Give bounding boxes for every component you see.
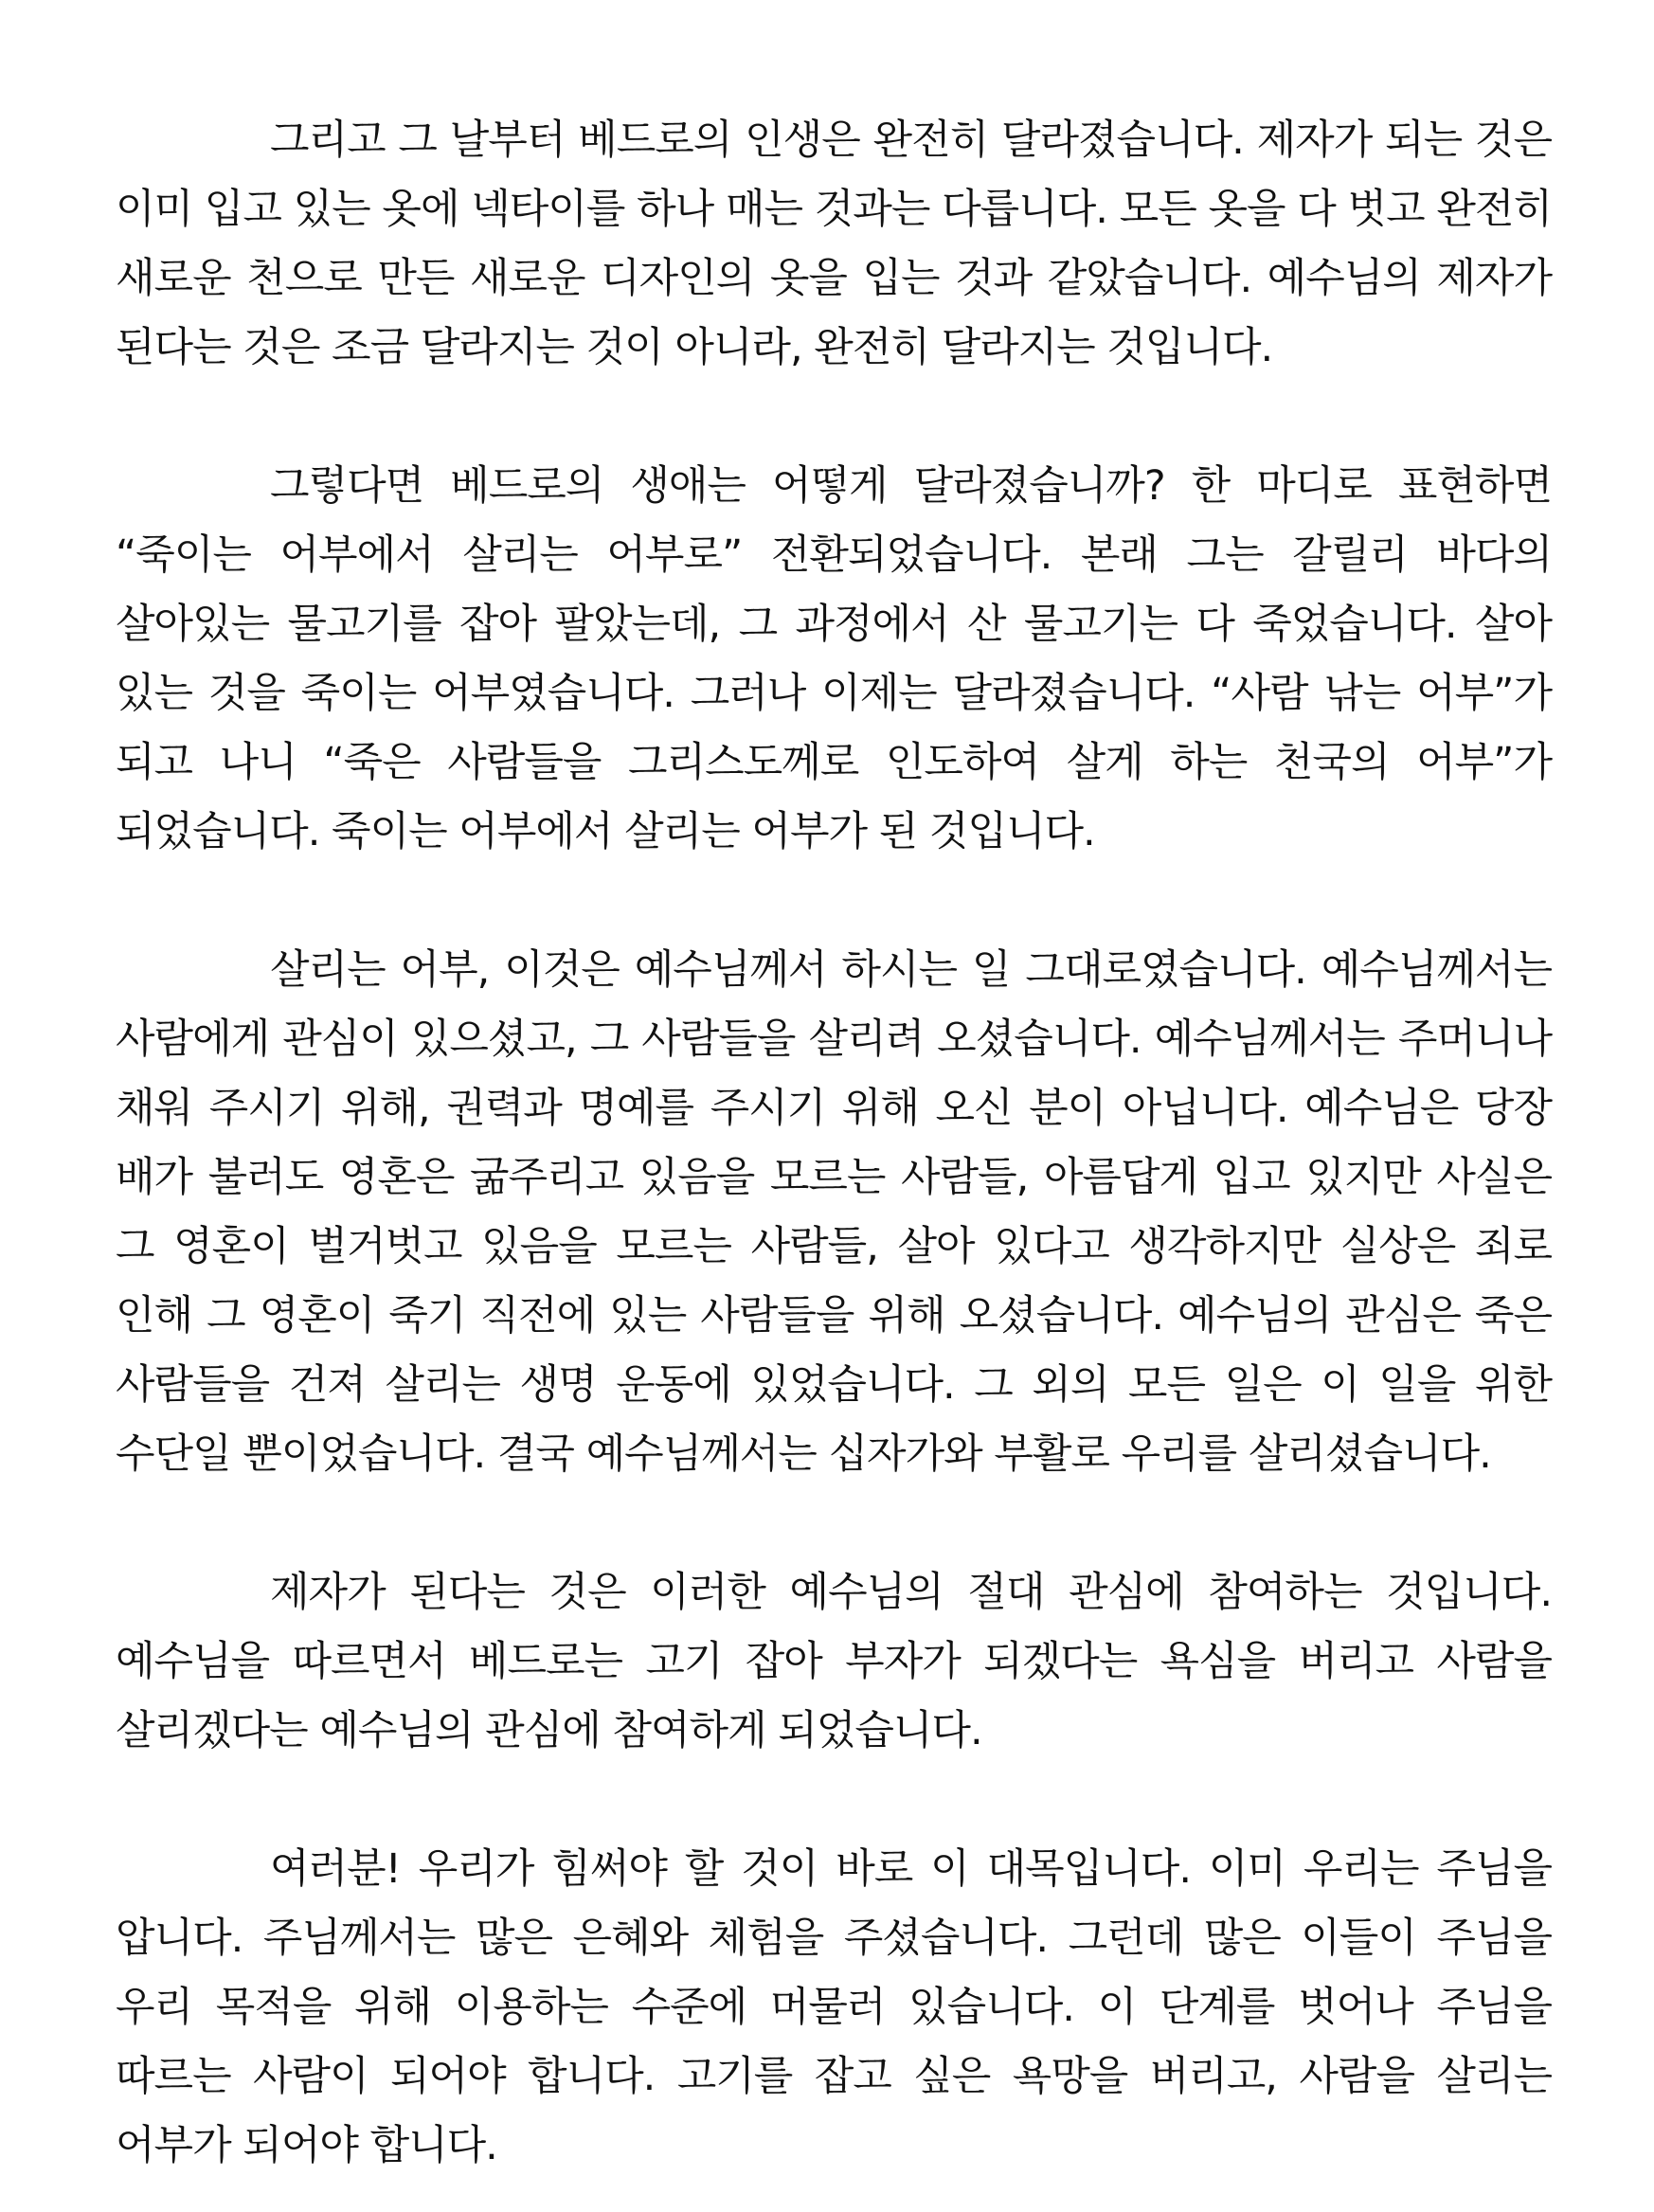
paragraph-1: 그리고 그 날부터 베드로의 인생은 완전히 달라졌습니다. 제자가 되는 것은 이미 입고 있는 옷에 넥타이를 하나 매는 것과는 다릅니다. 모든 옷을 다 벗고 완전히 새로운 천으로 만든 새로운 디자인의 옷을 입는 것과 같았습니다. 예수님의 제자가 된다는 것은 조금 달라지는 것이 아니라, 완전히 달라지는 것입니다. <box>116 117 1552 371</box>
paragraph-4: 제자가 된다는 것은 이러한 예수님의 절대 관심에 참여하는 것입니다. 예수님을 따르면서 베드로는 고기 잡아 부자가 되겠다는 욕심을 버리고 사람을 살리겠다는 예수님의 관심에 참여하게 되었습니다. <box>116 1569 1552 1754</box>
paragraph-2: 그렇다면 베드로의 생애는 어떻게 달라졌습니까? 한 마디로 표현하면 “죽이는 어부에서 살리는 어부로” 전환되었습니다. 본래 그는 갈릴리 바다의 살아있는 물고기를 잡아 팔았는데, 그 과정에서 산 물고기는 다 죽었습니다. 살아 있는 것을 죽이는 어부였습니다. 그러나 이제는 달라졌습니다. “사람 낚는 어부”가 되고 나니 “죽은 사람들을 그리스도께로 인도하여 살게 하는 천국의 어부”가 되었습니다. 죽이는 어부에서 살리는 어부가 된 것입니다. <box>116 462 1552 855</box>
paragraph-3: 살리는 어부, 이것은 예수님께서 하시는 일 그대로였습니다. 예수님께서는 사람에게 관심이 있으셨고, 그 사람들을 살리려 오셨습니다. 예수님께서는 주머니나 채워 주시기 위해, 권력과 명예를 주시기 위해 오신 분이 아닙니다. 예수님은 당장 배가 불러도 영혼은 굶주리고 있음을 모르는 사람들, 아름답게 입고 있지만 사실은 그 영혼이 벌거벗고 있음을 모르는 사람들, 살아 있다고 생각하지만 실상은 죄로 인해 그 영혼이 죽기 직전에 있는 사람들을 위해 오셨습니다. 예수님의 관심은 죽은 사람들을 건져 살리는 생명 운동에 있었습니다. 그 외의 모든 일은 이 일을 위한 수단일 뿐이었습니다. 결국 예수님께서는 십자가와 부활로 우리를 살리셨습니다. <box>116 946 1552 1478</box>
paragraph-5: 여러분! 우리가 힘써야 할 것이 바로 이 대목입니다. 이미 우리는 주님을 압니다. 주님께서는 많은 은혜와 체험을 주셨습니다. 그런데 많은 이들이 주님을 우리 목적을 위해 이용하는 수준에 머물러 있습니다. 이 단계를 벗어나 주님을 따르는 사람이 되어야 합니다. 고기를 잡고 싶은 욕망을 버리고, 사람을 살리는 어부가 되어야 합니다. <box>116 1845 1552 2169</box>
document-page <box>116 106 1552 2181</box>
